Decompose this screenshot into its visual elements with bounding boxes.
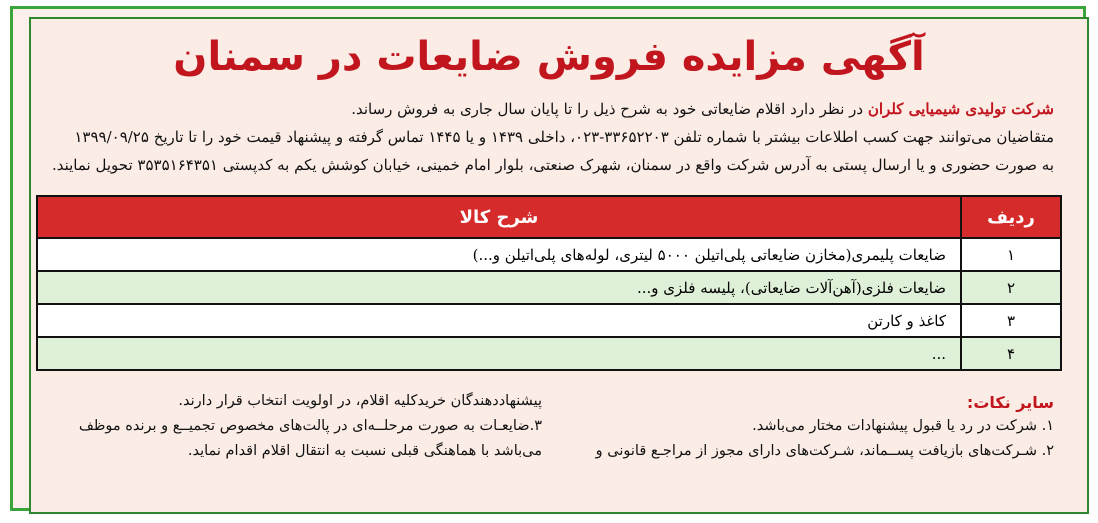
row-description: ضایعات پلیمری(مخازن ضایعاتی پلی‌اتیلن ۵۰۰۰ لیتری، لوله‌های پلی‌اتیلن و...) — [37, 238, 961, 271]
note-3-continuation: می‌باشد با هماهنگی قبلی نسبت به انتقال اقلام اقدام نماید. — [187, 443, 542, 459]
table-row — [37, 304, 1061, 337]
row-number: ۴ — [961, 337, 1061, 370]
row-description: کاغذ و کارتن — [37, 304, 961, 337]
table-row — [37, 337, 1061, 370]
row-number: ۱ — [961, 238, 1061, 271]
table-row — [37, 238, 1061, 271]
intro-text: در نظر دارد اقلام ضایعاتی خود به شرح ذیل را تا پایان سال جاری به فروش رساند. — [351, 100, 868, 118]
notes-title: سایر نکات: — [966, 393, 1054, 412]
note-2: ۲. شـرکت‌های بازیافت پســماند، شـرکت‌های دارای مجوز از مراجـع قانونی و — [595, 443, 1054, 459]
company-name: شرکت تولیدی شیمیایی کلران — [867, 100, 1054, 118]
row-description: ضایعات فلزی(آهن‌آلات ضایعاتی)، پلیسه فلزی و... — [37, 271, 961, 304]
note-3: ۳.ضایعـات به صورت مرحلــه‌ای در پالت‌های مخصوص تجمیــع و برنده موظف — [78, 418, 542, 434]
address-line: به صورت حضوری و یا ارسال پستی به آدرس شرکت واقع در سمنان، شهرک صنعتی، بلوار امام خمینی، خیابان کوشش یکم به کدپستی ۳۵۳۵۱۶۴۳۵۱ تحویل نمایند. — [51, 156, 1054, 174]
note-2-continuation: پیشنهاددهندگان خریدکلیه اقلام، در اولویت انتخاب قرار دارند. — [178, 393, 542, 409]
header-description: شرح کالا — [37, 196, 961, 238]
row-description: ... — [37, 337, 961, 370]
row-number: ۲ — [961, 271, 1061, 304]
notice-title: آگهی مزایده فروش ضایعات در سمنان — [173, 34, 925, 80]
row-number: ۳ — [961, 304, 1061, 337]
table-header-row — [37, 196, 1061, 238]
items-table — [36, 195, 1062, 371]
note-1: ۱. شرکت در رد یا قبول پیشنهادات مختار می‌باشد. — [752, 418, 1054, 434]
contact-line: متقاضیان می‌توانند جهت کسب اطلاعات بیشتر با شماره تلفن ۳۳۶۵۲۲۰۳-۰۲۳، داخلی ۱۴۳۹ و یا ۱۴۴۵ تماس گرفته و پیشنهاد قیمت خود را تا تاریخ ۱۳۹۹/۰۹/۲۵ — [74, 128, 1054, 146]
header-row-number: ردیف — [961, 196, 1061, 238]
intro-line — [34, 100, 1054, 118]
table-row — [37, 271, 1061, 304]
